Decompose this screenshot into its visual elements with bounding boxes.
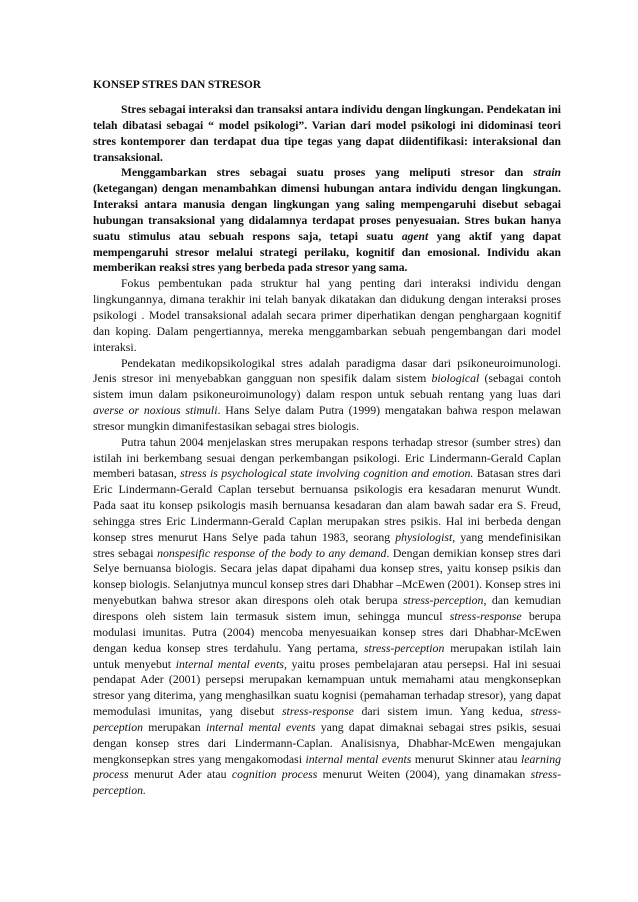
text-run: , dan kemudian direspons oleh sistem lain termasuk sistem imun, sehingga muncul: [93, 593, 561, 623]
paragraph: [93, 356, 561, 435]
text-run: yang dapat dimaknai sebagai stres psikis, sesuai dengan konsep stres dari Lindermann-Caplan. Analisisnya, Dhabhar-McEwen mengajukan mengkonsepkan stres yang mengakomodasi: [93, 719, 562, 766]
italic-text: biological: [431, 371, 480, 386]
text-run: yaitu proses pembelajaran atau persepsi. Hal ini sesuai pendapat Ader (2001) persepsi merupakan kemampuan untuk memahami atau mengkonsepkan stresor yang diterima, yang menghasilkan suatu kognisi (pemahaman terhadap stresor), yang dapat memodulasi imunitas, yang disebut: [93, 656, 561, 719]
italic-text: agent: [401, 229, 429, 243]
text-run: Batasan stres dari Eric Lindermann-Gerald Caplan tersebut bernuansa psikologis era kesadaran menurut Wundt. Pada saat itu konsep psikologis masih bernuansa kesadaran dan alam bawah sadar era S. Freud, sehingga stres Eric Lindermann-Gerald Caplan merupakan stres psikis. Hal ini berbeda dengan konsep stres menurut Hans Selye pada tahun 1983, seorang: [93, 466, 561, 544]
text-run: menurut Weiten (2004), yang dinamakan: [317, 767, 531, 782]
italic-text: internal mental events,: [175, 656, 287, 671]
text-run: . Dengan demikian konsep stres dari Selye bernuansa biologis. Secara jelas dapat dipahami dua konsep stres, yaitu konsep psikis dan konsep biologis. Selanjutnya muncul konsep stres dari Dhabhar –McEwen (2001). Konsep stres ini menyebutkan bahwa stresor akan direspons oleh otak berupa: [93, 545, 561, 608]
paragraph: [93, 102, 561, 165]
italic-text: stress-perception: [93, 704, 561, 734]
text-run: Stres sebagai interaksi dan transaksi antara individu dengan lingkungan. Pendekatan ini telah dibatasi sebagai “ model psikologi”. Varian dari model psikologi ini didominasi teori stres kontemporer dan terdapat dua tipe tegas yang dapat diidentifikasi: interaksional dan transaksional.: [93, 103, 561, 164]
italic-text: cognition process: [231, 767, 318, 782]
italic-text: stress-perception: [363, 640, 445, 655]
text-run: Fokus pembentukan pada struktur hal yang penting dari interaksi individu dengan lingkungannya, dimana terakhir ini telah banyak dikatakan dan didukung dengan interaksi proses psikologi . Model transaksional adalah secara primer diperhatikan dengan penghargaan kognitif dan koping. Dalam pengertiannya, mereka menggambarkan sebuah pengembangan dari model interaksi.: [93, 276, 561, 354]
paragraph-list: [93, 102, 561, 799]
text-run: berupa modulasi imunitas. Putra (2004) mencoba menyesuaikan konsep stres dari Dhabhar-McEwen dengan kedua konsep stres terdahulu. Yang pertama,: [93, 609, 561, 655]
paragraph: [93, 435, 561, 799]
paragraph: [93, 165, 561, 276]
text-run: yang mendefinisikan stres sebagai: [93, 529, 561, 560]
text-run: Putra tahun 2004 menjelaskan stres merupakan respons terhadap stresor (sumber stres) dan istilah ini berkembang sesuai dengan perkembangan psikologi. Eric Lindermann-Gerald Caplan memberi batasan,: [93, 434, 561, 481]
document-body: [93, 78, 561, 799]
italic-text: stress-perception: [403, 593, 484, 608]
text-run: (sebagai contoh sistem imun dalam psikoneuroimunology) dalam respon untuk sebuah rentang yang luas dari: [93, 371, 561, 402]
italic-text: nonspesific response of the body to any demand: [157, 545, 387, 560]
text-run: menurut Skinner atau: [411, 751, 522, 766]
italic-text: strain: [533, 166, 561, 180]
italic-text: learning process: [93, 751, 561, 782]
text-run: Pendekatan medikopsikologikal stres adalah paradigma dasar dari psikoneuroimunologi. Jenis stresor ini menyebabkan gangguan non spesifik dalam sistem: [93, 355, 561, 386]
italic-text: stress is psychological state involving cognition and emotion.: [180, 466, 474, 481]
italic-text: internal mental events: [205, 719, 316, 734]
paragraph: [93, 276, 561, 355]
text-run: merupakan istilah lain untuk menyebut: [93, 640, 561, 671]
italic-text: internal mental events: [305, 751, 412, 766]
text-run: merupakan: [143, 719, 206, 734]
text-run: Menggambarkan stres sebagai suatu proses yang meliputi stresor dan: [121, 166, 534, 180]
italic-text: stress-response: [449, 609, 522, 623]
text-run: menurut Ader atau: [128, 767, 232, 782]
text-run: dari sistem imun. Yang kedua,: [353, 704, 531, 719]
text-run: . Hans Selye dalam Putra (1999) mengatakan bahwa respon melawan stresor mungkin dimanifestasikan sebagai stres biologis.: [93, 403, 561, 433]
section-heading: KONSEP STRES DAN STRESOR: [93, 79, 261, 91]
italic-text: physiologist,: [395, 529, 456, 544]
text-run: yang aktif yang dapat mempengaruhi stresor melalui strategi perilaku, kognitif dan emosional. Individu akan memberikan reaksi stres yang berbeda pada stresor yang sama.: [93, 229, 561, 275]
italic-text: averse or noxious stimuli: [93, 403, 218, 418]
italic-text: stress-response: [281, 704, 354, 719]
text-run: (ketegangan) dengan menambahkan dimensi hubungan antara individu dengan lingkungan. Interaksi antara manusia dengan lingkungan yang saling mempengaruhi disebut sebagai hubungan transaksional yang didalamnya terdapat proses penyesuaian. Stres bukan hanya suatu stimulus atau sebuah respons saja, tetapi suatu: [93, 182, 561, 243]
italic-text: stress-perception.: [93, 767, 561, 798]
